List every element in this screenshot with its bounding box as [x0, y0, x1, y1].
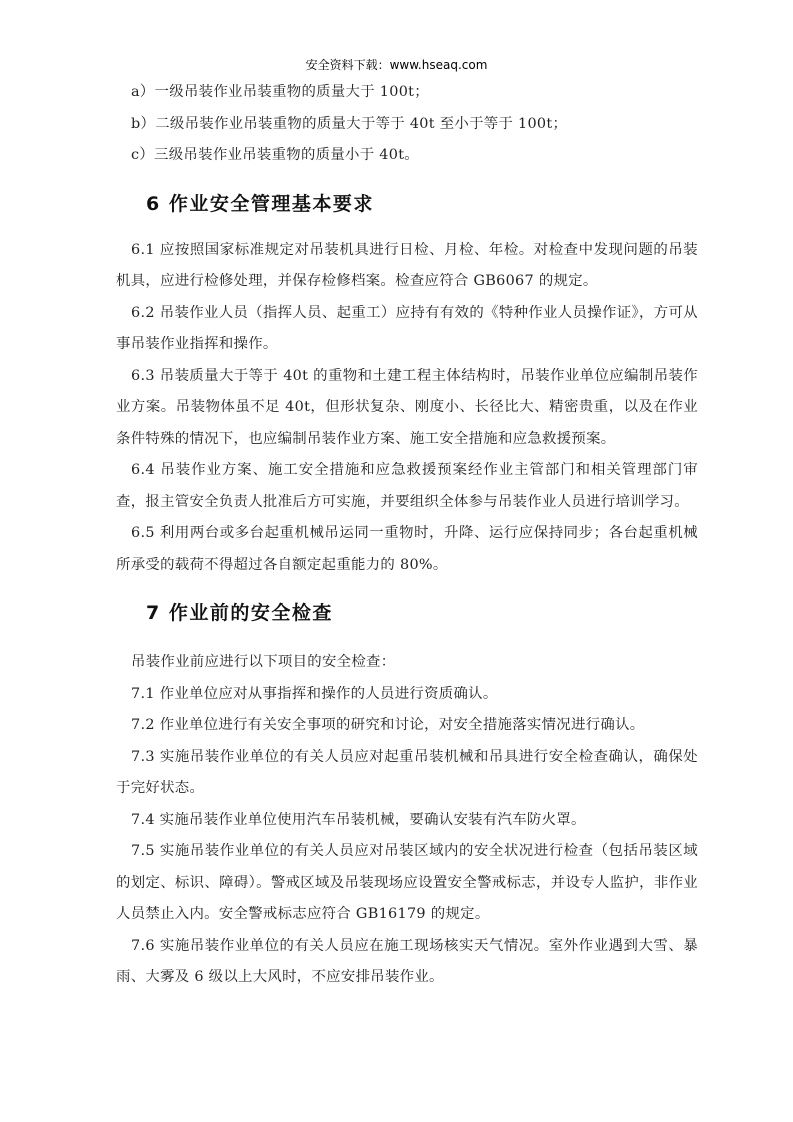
- paragraph-6-5: 6.5 利用两台或多台起重机械吊运同一重物时，升降、运行应保持同步；各台起重机械所承受的载荷不得超过各自额定起重能力的 80%。: [116, 525, 698, 573]
- paragraph-7-4: 7.4 实施吊装作业单位使用汽车吊装机械，要确认安装有汽车防火罩。: [131, 811, 586, 828]
- paragraph-7-6: 7.6 实施吊装作业单位的有关人员应在施工现场核实天气情况。室外作业遇到大雪、暴雨、大雾及 6 级以上大风时，不应安排吊装作业。: [116, 937, 698, 985]
- list-item-a: a）一级吊装作业吊装重物的质量大于 100t；: [131, 84, 429, 100]
- paragraph-6-4: 6.4 吊装作业方案、施工安全措施和应急救援预案经作业主管部门和相关管理部门审查，报主管安全负责人批准后方可实施，并要组织全体参与吊装作业人员进行培训学习。: [116, 462, 698, 510]
- paragraph-6-1: 6.1 应按照国家标准规定对吊装机具进行日检、月检、年检。对检查中发现问题的吊装机具，应进行检修处理，并保存检修档案。检查应符合 GB6067 的规定。: [116, 241, 698, 289]
- list-item-c: c）三级吊装作业吊装重物的质量小于 40t。: [131, 147, 419, 163]
- paragraph-7-5: 7.5 实施吊装作业单位的有关人员应对吊装区域内的安全状况进行检查（包括吊装区域的划定、标识、障碍）。警戒区域及吊装现场应设置安全警戒标志，并设专人监护，非作业人员禁止入内。安全警戒标志应符合 GB16179 的规定。: [116, 843, 698, 922]
- paragraph-7-1: 7.1 作业单位应对从事指挥和操作的人员进行资质确认。: [131, 685, 498, 702]
- site-header: 安全资料下载：www.hseaq.com: [305, 58, 488, 72]
- paragraph-6-3: 6.3 吊装质量大于等于 40t 的重物和土建工程主体结构时，吊装作业单位应编制吊装作业方案。吊装物体虽不足 40t，但形状复杂、刚度小、长径比大、精密贵重，以及在作业条件特殊的情况下，也应编制吊装作业方案、施工安全措施和应急救援预案。: [116, 367, 698, 447]
- section-7-intro: 吊装作业前应进行以下项目的安全检查：: [131, 654, 396, 670]
- paragraph-7-2: 7.2 作业单位进行有关安全事项的研究和讨论，对安全措施落实情况进行确认。: [131, 717, 645, 733]
- list-item-b: b）二级吊装作业吊装重物的质量大于等于 40t 至小于等于 100t；: [131, 115, 568, 132]
- paragraph-7-3: 7.3 实施吊装作业单位的有关人员应对起重吊装机械和吊具进行安全检查确认，确保处于完好状态。: [116, 748, 698, 796]
- section-6-heading: 6 作业安全管理基本要求: [146, 192, 374, 215]
- paragraph-6-2: 6.2 吊装作业人员（指挥人员、起重工）应持有有效的《特种作业人员操作证》，方可从事吊装作业指挥和操作。: [116, 304, 698, 352]
- document-body: [116, 77, 698, 994]
- section-7-heading: 7 作业前的安全检查: [146, 602, 333, 624]
